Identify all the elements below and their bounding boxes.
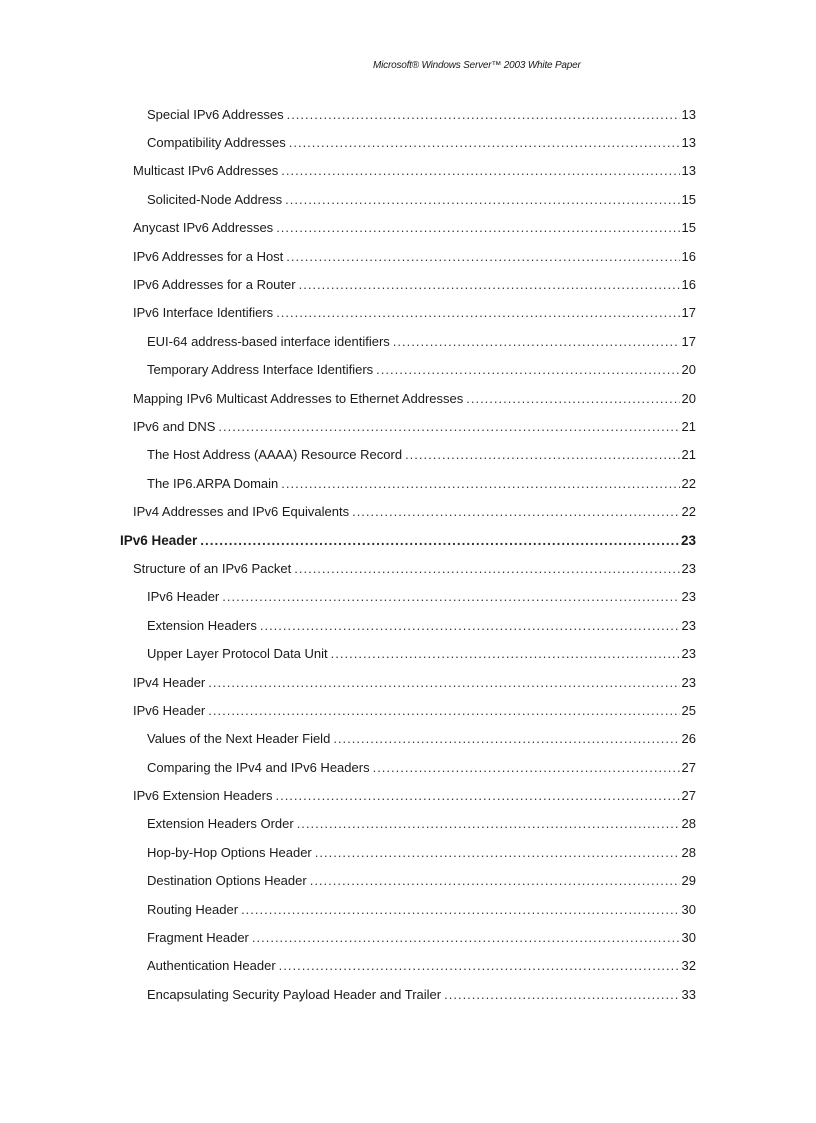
toc-dot-leader — [299, 277, 680, 292]
toc-dot-leader — [279, 958, 680, 973]
toc-entry-page: 27 — [681, 759, 696, 775]
toc-entry-title: The Host Address (AAAA) Resource Record — [147, 447, 403, 463]
toc-entry-page: 17 — [681, 333, 696, 349]
toc-entry-title: IPv6 Header — [147, 589, 220, 605]
toc-dot-leader — [466, 391, 679, 406]
toc-entry-title: Encapsulating Security Payload Header and Trailer — [147, 986, 442, 1002]
toc-dot-leader — [281, 476, 679, 491]
toc-entry-title: IPv4 Addresses and IPv6 Equivalents — [133, 504, 350, 520]
toc-entry[interactable] — [0, 611, 816, 639]
toc-entry-title: IPv6 Extension Headers — [133, 788, 273, 804]
toc-dot-leader — [444, 987, 679, 1002]
toc-entry[interactable] — [0, 753, 816, 781]
toc-entry-title: IPv6 Interface Identifiers — [133, 305, 274, 321]
toc-entry[interactable] — [0, 583, 816, 611]
toc-entry-page: 30 — [681, 901, 696, 917]
toc-dot-leader — [252, 930, 680, 945]
toc-dot-leader — [287, 107, 680, 122]
toc-dot-leader — [393, 334, 680, 349]
toc-dot-leader — [200, 533, 679, 548]
toc-entry[interactable] — [0, 895, 816, 923]
toc-entry-title: EUI-64 address-based interface identifiers — [147, 333, 390, 349]
toc-dot-leader — [289, 135, 680, 150]
toc-entry[interactable] — [0, 810, 816, 838]
toc-entry-page: 29 — [681, 873, 696, 889]
toc-dot-leader — [315, 845, 680, 860]
toc-entry-title: Solicited-Node Address — [147, 191, 283, 207]
toc-entry-page: 21 — [681, 447, 696, 463]
toc-entry-title: Routing Header — [147, 901, 239, 917]
toc-entry-page: 13 — [681, 135, 696, 151]
toc-dot-leader — [208, 675, 679, 690]
toc-entry[interactable] — [0, 725, 816, 753]
toc-entry-page: 15 — [681, 220, 696, 236]
toc-entry-title: Comparing the IPv4 and IPv6 Headers — [147, 759, 370, 775]
toc-dot-leader — [241, 902, 679, 917]
toc-entry-page: 22 — [681, 504, 696, 520]
toc-dot-leader — [352, 504, 679, 519]
toc-dot-leader — [297, 816, 680, 831]
toc-entry-page: 20 — [681, 362, 696, 378]
toc-entry-page: 25 — [681, 702, 696, 718]
toc-entry-page: 20 — [681, 390, 696, 406]
toc-dot-leader — [376, 362, 679, 377]
toc-entry[interactable] — [0, 185, 816, 213]
toc-entry-page: 21 — [681, 418, 696, 434]
toc-entry[interactable] — [0, 157, 816, 185]
toc-dot-leader — [310, 873, 680, 888]
page-header: Microsoft® Windows Server™ 2003 White Paper — [373, 60, 581, 71]
toc-entry-page: 13 — [681, 163, 696, 179]
toc-entry-title: Extension Headers — [147, 617, 257, 633]
toc-entry[interactable] — [0, 923, 816, 951]
toc-entry-page: 23 — [681, 617, 696, 633]
toc-entry-title: Special IPv6 Addresses — [147, 106, 284, 122]
toc-entry-page: 23 — [681, 560, 696, 576]
toc-entry-title: Destination Options Header — [147, 873, 307, 889]
toc-entry-title: Mapping IPv6 Multicast Addresses to Ethernet Addresses — [133, 390, 464, 406]
toc-entry[interactable] — [0, 497, 816, 525]
toc-entry[interactable] — [0, 668, 816, 696]
toc-entry-title: Authentication Header — [147, 958, 276, 974]
toc-entry[interactable] — [0, 980, 816, 1008]
toc-dot-leader — [281, 163, 679, 178]
toc-dot-leader — [218, 419, 679, 434]
toc-dot-leader — [222, 589, 679, 604]
toc-entry-title: Compatibility Addresses — [147, 135, 286, 151]
toc-entry[interactable] — [0, 554, 816, 582]
toc-entry[interactable] — [0, 469, 816, 497]
toc-entry[interactable] — [0, 441, 816, 469]
toc-entry[interactable] — [0, 100, 816, 128]
toc-entry-title: The IP6.ARPA Domain — [147, 475, 279, 491]
toc-entry-page: 23 — [681, 589, 696, 605]
toc-dot-leader — [276, 305, 679, 320]
toc-entry-page: 26 — [681, 731, 696, 747]
toc-entry[interactable] — [0, 526, 816, 554]
toc-dot-leader — [286, 249, 679, 264]
toc-entry-title: IPv6 Addresses for a Router — [133, 277, 296, 293]
toc-entry[interactable] — [0, 214, 816, 242]
toc-entry[interactable] — [0, 242, 816, 270]
toc-entry-title: Temporary Address Interface Identifiers — [147, 362, 374, 378]
toc-entry-page: 23 — [681, 674, 696, 690]
toc-dot-leader — [260, 618, 680, 633]
toc-entry[interactable] — [0, 270, 816, 298]
toc-dot-leader — [333, 731, 679, 746]
toc-entry-page: 16 — [681, 248, 696, 264]
toc-entry-title: IPv4 Header — [133, 674, 206, 690]
toc-entry-page: 32 — [681, 958, 696, 974]
toc-entry-page: 23 — [681, 646, 696, 662]
toc-entry[interactable] — [0, 781, 816, 809]
toc-entry-title: Fragment Header — [147, 930, 249, 946]
toc-entry-title: Values of the Next Header Field — [147, 731, 331, 747]
toc-entry[interactable] — [0, 952, 816, 980]
toc-entry[interactable] — [0, 867, 816, 895]
toc-entry[interactable] — [0, 412, 816, 440]
toc-dot-leader — [285, 192, 679, 207]
toc-entry-title: IPv6 Header — [120, 532, 198, 548]
toc-entry[interactable] — [0, 838, 816, 866]
table-of-contents — [0, 100, 816, 1009]
toc-entry[interactable] — [0, 639, 816, 667]
toc-entry[interactable] — [0, 128, 816, 156]
toc-dot-leader — [405, 447, 679, 462]
toc-entry[interactable] — [0, 356, 816, 384]
toc-entry-title: Extension Headers Order — [147, 816, 294, 832]
toc-entry-title: IPv6 Header — [133, 702, 206, 718]
toc-entry[interactable] — [0, 696, 816, 724]
toc-entry-title: IPv6 Addresses for a Host — [133, 248, 284, 264]
toc-entry-title: IPv6 and DNS — [133, 418, 216, 434]
toc-dot-leader — [294, 561, 679, 576]
toc-entry-page: 13 — [681, 106, 696, 122]
toc-entry-title: Multicast IPv6 Addresses — [133, 163, 279, 179]
toc-entry-page: 17 — [681, 305, 696, 321]
toc-entry-title: Anycast IPv6 Addresses — [133, 220, 274, 236]
toc-entry-page: 22 — [681, 475, 696, 491]
toc-dot-leader — [208, 703, 679, 718]
toc-dot-leader — [373, 760, 680, 775]
toc-entry-page: 16 — [681, 277, 696, 293]
toc-dot-leader — [275, 788, 679, 803]
toc-entry-page: 15 — [681, 191, 696, 207]
toc-dot-leader — [331, 646, 680, 661]
toc-entry[interactable] — [0, 327, 816, 355]
toc-entry-title: Upper Layer Protocol Data Unit — [147, 646, 328, 662]
toc-entry[interactable] — [0, 299, 816, 327]
toc-entry[interactable] — [0, 384, 816, 412]
toc-entry-page: 23 — [680, 532, 696, 548]
toc-entry-title: Structure of an IPv6 Packet — [133, 560, 292, 576]
toc-entry-page: 28 — [681, 844, 696, 860]
toc-entry-page: 27 — [681, 788, 696, 804]
toc-entry-page: 33 — [681, 986, 696, 1002]
toc-entry-page: 30 — [681, 930, 696, 946]
toc-entry-page: 28 — [681, 816, 696, 832]
toc-entry-title: Hop-by-Hop Options Header — [147, 844, 312, 860]
toc-dot-leader — [276, 220, 679, 235]
